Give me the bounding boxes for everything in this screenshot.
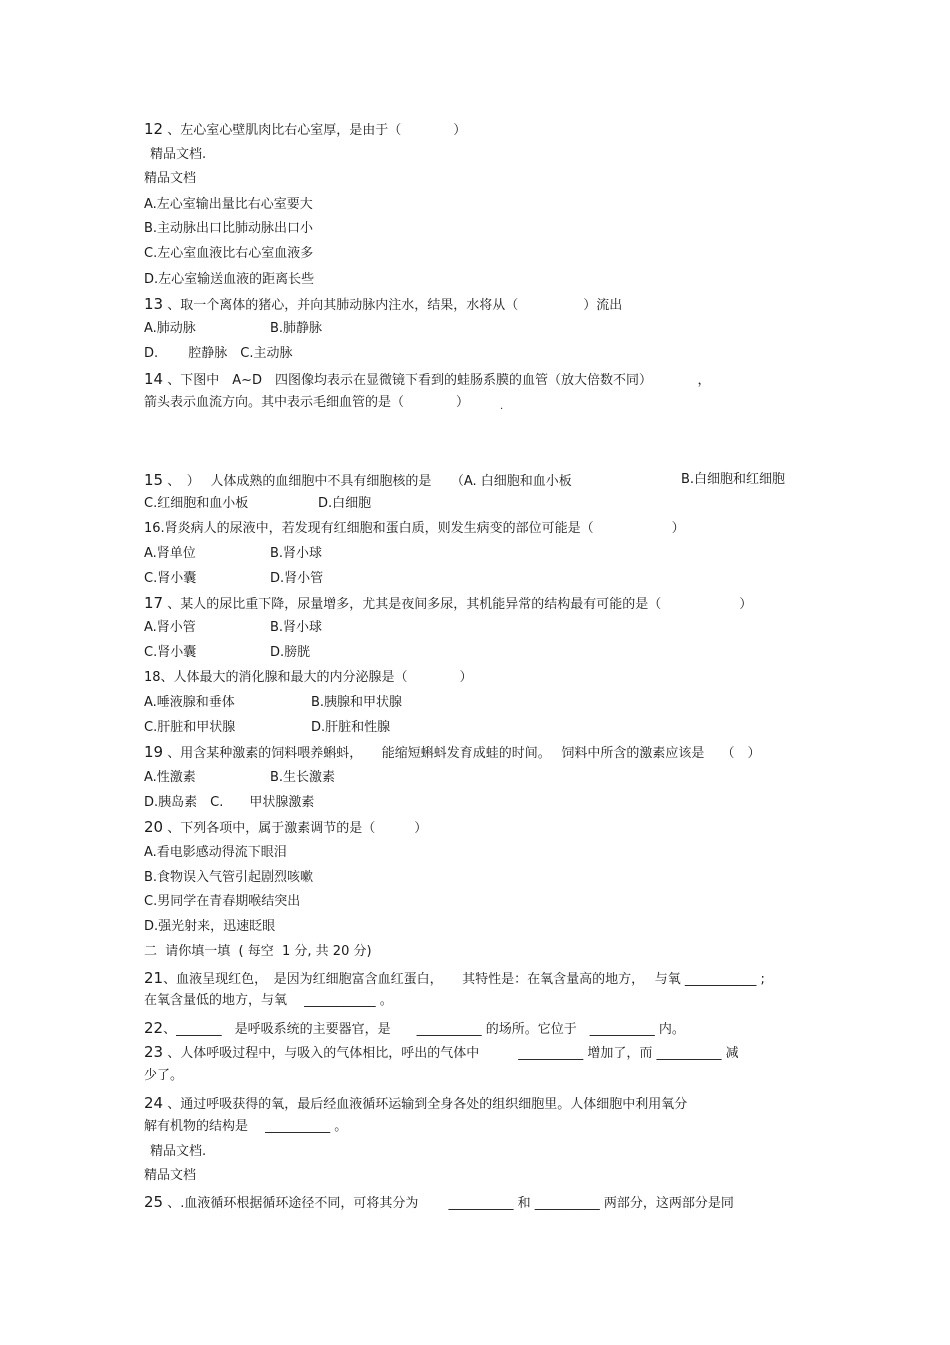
question-stem: 、血液呈现红色， 是因为红细胞富含血红蛋白， 其特性是：在氧含量高的地方， 与氧 ___________ ; bbox=[163, 972, 765, 987]
question-number: 23 bbox=[144, 1043, 164, 1061]
section-heading: 二 请你填一填 ( 每空 1 分, 共 20 分) bbox=[144, 944, 372, 959]
option-a: A.肾小管 bbox=[144, 620, 196, 635]
option-d: D.左心室输送血液的距离长些 bbox=[144, 272, 315, 287]
question-stem-continued: 少了。 bbox=[144, 1068, 184, 1083]
option-row bbox=[144, 320, 323, 338]
question-21 bbox=[144, 969, 765, 989]
option-row bbox=[144, 619, 323, 637]
watermark-text: 精品文档 bbox=[144, 171, 197, 186]
question-22 bbox=[144, 1019, 685, 1039]
question-stem-continued: 解有机物的结构是 __________ 。 bbox=[144, 1119, 348, 1134]
option-d: D.肾小管 bbox=[270, 571, 324, 586]
watermark-text: 精品文档. bbox=[150, 1144, 207, 1159]
option-row bbox=[144, 644, 311, 662]
question-stem-continued: 箭头表示血流方向。其中表示毛细血管的是（ ） bbox=[144, 395, 470, 410]
option-c: C.肝脏和甲状腺 bbox=[144, 720, 236, 735]
option-b: B.肺静脉 bbox=[270, 321, 323, 336]
option-a: A.看电影感动得流下眼泪 bbox=[144, 845, 287, 860]
question-16: 16.肾炎病人的尿液中，若发现有红细胞和蛋白质，则发生病变的部位可能是（ ） bbox=[144, 521, 685, 536]
question-number: 24 bbox=[144, 1094, 164, 1112]
question-12 bbox=[144, 120, 466, 140]
option-a: A.肺动脉 bbox=[144, 321, 196, 336]
option-b: B.肾小球 bbox=[270, 546, 323, 561]
question-stem: 、用含某种激素的饲料喂养蝌蚪， 能缩短蝌蚪发育成蛙的时间。 饲料中所含的激素应该是 （ ） bbox=[163, 746, 761, 761]
question-stem: 、.血液循环根据循环途径不同，可将其分为 __________ 和 __________ 两部分，这两部分是同 bbox=[163, 1196, 734, 1211]
question-stem: 、下列各项中，属于激素调节的是（ ） bbox=[163, 821, 428, 836]
option-c: C.红细胞和血小板 bbox=[144, 496, 249, 511]
question-19 bbox=[144, 743, 761, 763]
option-d: D.肝脏和性腺 bbox=[311, 720, 391, 735]
option-row bbox=[144, 769, 336, 787]
question-number: 15 bbox=[144, 471, 164, 489]
watermark-text: 精品文档 bbox=[144, 1168, 197, 1183]
question-23 bbox=[144, 1043, 739, 1063]
question-number: 22 bbox=[144, 1019, 164, 1037]
question-stem: 、某人的尿比重下降，尿量增多，尤其是夜间多尿，其机能异常的结构最有可能的是（ ） bbox=[163, 597, 753, 612]
question-18: 18、人体最大的消化腺和最大的内分泌腺是（ ） bbox=[144, 670, 473, 685]
option-b: B.胰腺和甲状腺 bbox=[311, 695, 403, 710]
option-row bbox=[144, 719, 391, 737]
stray-dot: . bbox=[500, 401, 504, 412]
question-15 bbox=[144, 471, 786, 491]
option-b: B.白细胞和红细胞 bbox=[681, 472, 786, 487]
option-c: C.肾小囊 bbox=[144, 571, 197, 586]
question-13 bbox=[144, 295, 622, 315]
question-stem-continued: 在氧含量低的地方，与氧 ___________ 。 bbox=[144, 993, 393, 1008]
option-a: A.唾液腺和垂体 bbox=[144, 695, 235, 710]
question-number: 19 bbox=[144, 743, 164, 761]
question-stem: 、通过呼吸获得的氧，最后经血液循环运输到全身各处的组织细胞里。人体细胞中利用氧分 bbox=[163, 1097, 688, 1112]
question-number: 13 bbox=[144, 295, 164, 313]
question-number: 25 bbox=[144, 1193, 164, 1211]
question-stem: 、下图中 A~D 四图像均表示在显微镜下看到的蛙肠系膜的血管（放大倍数不同） ， bbox=[163, 373, 711, 388]
option-a: A.左心室输出量比右心室要大 bbox=[144, 197, 313, 212]
watermark-text: 精品文档. bbox=[150, 147, 207, 162]
question-number: 14 bbox=[144, 370, 164, 388]
question-stem: 、左心室心壁肌肉比右心室厚，是由于（ ） bbox=[163, 123, 467, 138]
option-b: B.生长激素 bbox=[270, 770, 336, 785]
option-row bbox=[144, 495, 372, 513]
question-20 bbox=[144, 818, 427, 838]
option-row: D.胰岛素 C. 甲状腺激素 bbox=[144, 795, 315, 810]
question-24 bbox=[144, 1094, 687, 1114]
question-number: 17 bbox=[144, 594, 164, 612]
question-stem: 、人体呼吸过程中，与吸入的气体相比，呼出的气体中 __________ 增加了，而 __________ 减 bbox=[163, 1046, 739, 1061]
option-d: D.白细胞 bbox=[318, 496, 372, 511]
option-b: B.食物误入气管引起剧烈咳嗽 bbox=[144, 870, 314, 885]
option-b: B.肾小球 bbox=[270, 620, 323, 635]
question-number: 12 bbox=[144, 120, 164, 138]
option-c: C.左心室血液比右心室血液多 bbox=[144, 246, 314, 261]
option-row bbox=[144, 694, 403, 712]
option-row bbox=[144, 570, 324, 588]
option-a: A.肾单位 bbox=[144, 546, 196, 561]
option-d: D.膀胱 bbox=[270, 645, 311, 660]
option-c: C.肾小囊 bbox=[144, 645, 197, 660]
option-a: A.性激素 bbox=[144, 770, 196, 785]
question-stem: 、 ） 人体成熟的血细胞中不具有细胞核的是 （A. 白细胞和血小板 bbox=[163, 474, 572, 489]
question-stem: 、取一个离体的猪心，并向其肺动脉内注水，结果，水将从（ ）流出 bbox=[163, 298, 623, 313]
question-stem: 、_______ 是呼吸系统的主要器官，是 __________ 的场所。它位于 __________ 内。 bbox=[163, 1022, 685, 1037]
option-d: D.强光射来，迅速眨眼 bbox=[144, 919, 276, 934]
question-17 bbox=[144, 594, 752, 614]
question-25 bbox=[144, 1193, 734, 1213]
question-number: 21 bbox=[144, 969, 164, 987]
option-row: D. 腔静脉 C.主动脉 bbox=[144, 346, 293, 361]
option-c: C.男同学在青春期喉结突出 bbox=[144, 894, 301, 909]
option-row bbox=[144, 545, 323, 563]
question-number: 20 bbox=[144, 818, 164, 836]
question-14 bbox=[144, 370, 711, 390]
option-b: B.主动脉出口比肺动脉出口小 bbox=[144, 221, 314, 236]
